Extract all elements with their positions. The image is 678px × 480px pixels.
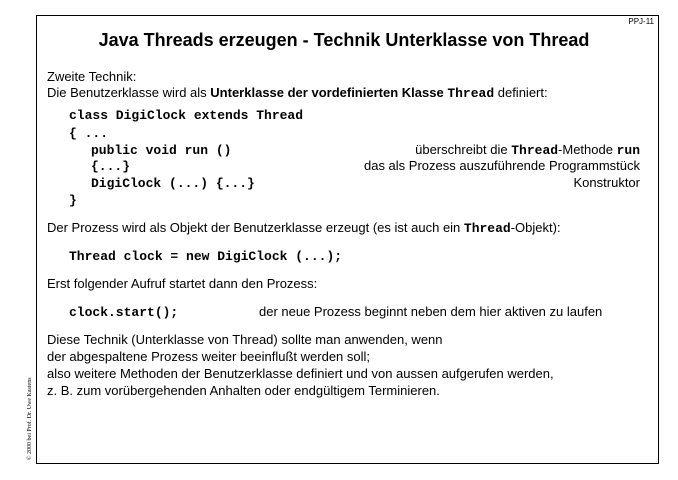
start-code: clock.start(); bbox=[69, 305, 179, 320]
object-text-pre: Der Prozess wird als Objekt der Benutzerklasse erzeugt (es ist auch ein bbox=[47, 220, 464, 235]
intro-line-2-post: definiert: bbox=[494, 85, 548, 100]
code-line-2: { ... bbox=[69, 126, 109, 141]
intro-line-2-bold: Unterklasse der vordefinierten Klasse bbox=[210, 85, 444, 100]
summary-line-3: also weitere Methoden der Benutzerklasse definiert und von aussen aufgerufen werden, bbox=[47, 366, 554, 381]
code-line-3-comment-mid: -Methode bbox=[558, 142, 617, 157]
code-line-4: {...} bbox=[91, 159, 131, 174]
summary-line-1: Diese Technik (Unterklasse von Thread) sollte man anwenden, wenn bbox=[47, 332, 443, 347]
object-text-code: Thread bbox=[463, 221, 511, 236]
object-code: Thread clock = new DigiClock (...); bbox=[69, 249, 343, 264]
page-title: Java Threads erzeugen - Technik Unterklasse von Thread bbox=[98, 30, 590, 50]
code-line-3-comment-pre: überschreibt die bbox=[415, 142, 512, 157]
summary-line-4: z. B. zum vorübergehenden Anhalten oder endgültigem Terminieren. bbox=[47, 383, 440, 398]
code-line-5-comment: Konstruktor bbox=[573, 175, 640, 190]
object-text-post: -Objekt): bbox=[510, 220, 561, 235]
start-comment: der neue Prozess beginnt neben dem hier aktiven zu laufen bbox=[259, 304, 603, 319]
code-line-1: class DigiClock extends Thread bbox=[69, 108, 304, 123]
code-line-4-comment: das als Prozess auszuführende Programmstück bbox=[363, 158, 640, 173]
code-line-6: } bbox=[69, 193, 77, 208]
code-line-3-comment-code2: run bbox=[616, 143, 640, 158]
code-line-3: public void run () bbox=[91, 143, 232, 158]
start-text: Erst folgender Aufruf startet dann den Prozess: bbox=[47, 276, 318, 291]
copyright-note: © 2000 bei Prof. Dr. Uwe Kastens bbox=[27, 377, 33, 460]
code-line-3-comment bbox=[415, 142, 640, 158]
intro-line-2 bbox=[47, 85, 548, 101]
intro-line-2-pre: Die Benutzerklasse wird als bbox=[47, 85, 211, 100]
object-text bbox=[47, 220, 561, 236]
code-line-3-comment-code1: Thread bbox=[511, 143, 559, 158]
intro-line-1: Zweite Technik: bbox=[47, 69, 137, 84]
slide-id: PPJ-11 bbox=[628, 17, 654, 26]
code-line-5: DigiClock (...) {...} bbox=[91, 176, 255, 191]
summary-line-2: der abgespaltene Prozess weiter beeinflußt werden soll; bbox=[47, 349, 371, 364]
intro-line-2-code: Thread bbox=[447, 86, 495, 101]
